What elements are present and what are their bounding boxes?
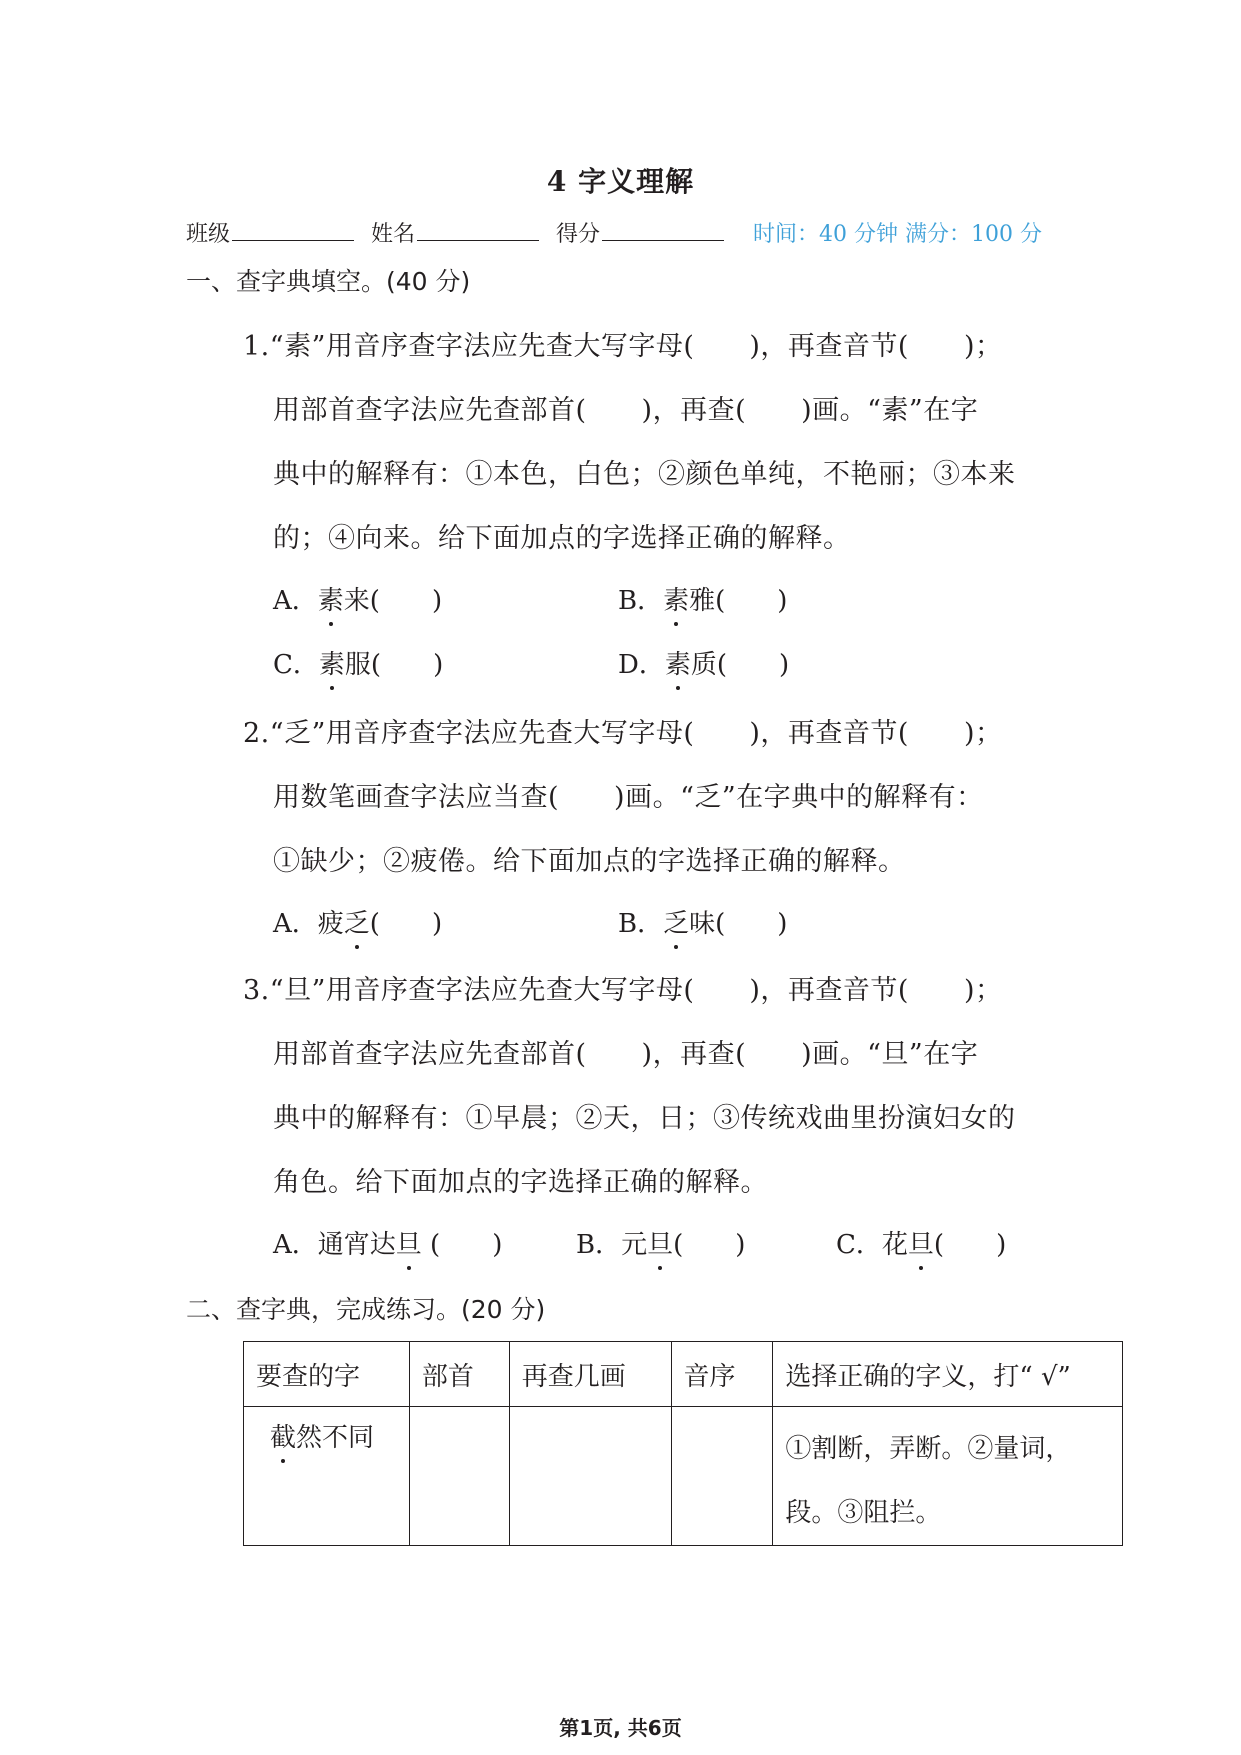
- dotted-char: 素: [319, 644, 345, 681]
- score-label: 得分: [556, 222, 601, 247]
- dotted-char: 素: [663, 580, 689, 617]
- cell-phonetic-blank[interactable]: [671, 1407, 773, 1546]
- q1-line1: 1.“素”用音序查字法应先查大写字母( )，再查音节( )；: [243, 331, 1003, 362]
- cell-strokes-blank[interactable]: [509, 1407, 671, 1546]
- q3-option-c: C．花旦( ): [836, 1224, 1006, 1261]
- q1-option-d: D．素质( ): [618, 644, 789, 681]
- q2-line3: ①缺少；②疲倦。给下面加点的字选择正确的解释。: [273, 846, 906, 877]
- q1-line2: 用部首查字法应先查部首( )，再查( )画。“素”在字: [273, 395, 979, 426]
- name-blank[interactable]: [417, 220, 539, 241]
- student-info-line: [186, 217, 1042, 248]
- dotted-char: 素: [318, 580, 344, 617]
- q2-line2: 用数笔画查字法应当查( )画。“乏”在字典中的解释有：: [273, 782, 984, 813]
- dotted-char: 乏: [663, 903, 689, 940]
- lookup-table: [243, 1341, 1123, 1546]
- dotted-char: 乏: [344, 903, 370, 940]
- page-title: 4 字义理解: [546, 165, 695, 198]
- name-label: 姓名: [371, 222, 416, 247]
- cell-word: 截然不同: [244, 1407, 410, 1546]
- cell-radical-blank[interactable]: [409, 1407, 509, 1546]
- q3-line2: 用部首查字法应先查部首( )，再查( )画。“旦”在字: [273, 1039, 979, 1070]
- q3-option-b: B．元旦( ): [576, 1224, 745, 1261]
- time-score-info: 时间：40 分钟 满分：100 分: [753, 222, 1043, 247]
- header-char: 要查的字: [244, 1342, 410, 1407]
- page-footer: 第1页, 共6页: [559, 1716, 682, 1740]
- dotted-char: 旦: [647, 1224, 673, 1261]
- q2-line1: 2.“乏”用音序查字法应先查大写字母( )，再查音节( )；: [243, 718, 1003, 749]
- class-blank[interactable]: [232, 220, 354, 241]
- q3-line4: 角色。给下面加点的字选择正确的解释。: [273, 1167, 768, 1198]
- q3-option-a: A．通宵达旦 ( ): [273, 1224, 502, 1261]
- q2-option-b: B．乏味( ): [618, 903, 787, 940]
- q3-line3: 典中的解释有：①早晨；②天，日；③传统戏曲里扮演妇女的: [273, 1103, 1016, 1134]
- header-radical: 部首: [409, 1342, 509, 1407]
- header-strokes: 再查几画: [509, 1342, 671, 1407]
- section1-heading: 一、查字典填空。(40 分): [186, 267, 471, 296]
- header-phonetic-order: 音序: [671, 1342, 773, 1407]
- dotted-char: 素: [665, 644, 691, 681]
- dotted-char: 旦: [396, 1224, 422, 1261]
- q3-line1: 3.“旦”用音序查字法应先查大写字母( )，再查音节( )；: [243, 975, 1003, 1006]
- dotted-char: 截: [270, 1417, 296, 1454]
- q1-option-c: C．素服( ): [273, 644, 443, 681]
- q1-line3: 典中的解释有：①本色，白色；②颜色单纯，不艳丽；③本来: [273, 459, 1016, 490]
- q1-line4: 的；④向来。给下面加点的字选择正确的解释。: [273, 523, 851, 554]
- cell-meaning[interactable]: ①割断，弄断。②量词， 段。③阻拦。: [773, 1407, 1123, 1546]
- q1-option-a: A．素来( ): [273, 580, 442, 617]
- dotted-char: 旦: [908, 1224, 934, 1261]
- q2-option-a: A．疲乏( ): [273, 903, 442, 940]
- section2-heading: 二、查字典，完成练习。(20 分): [186, 1295, 546, 1324]
- class-label: 班级: [186, 222, 231, 247]
- header-meaning: 选择正确的字义，打“ √”: [773, 1342, 1123, 1407]
- q1-option-b: B．素雅( ): [618, 580, 787, 617]
- score-blank[interactable]: [602, 220, 724, 241]
